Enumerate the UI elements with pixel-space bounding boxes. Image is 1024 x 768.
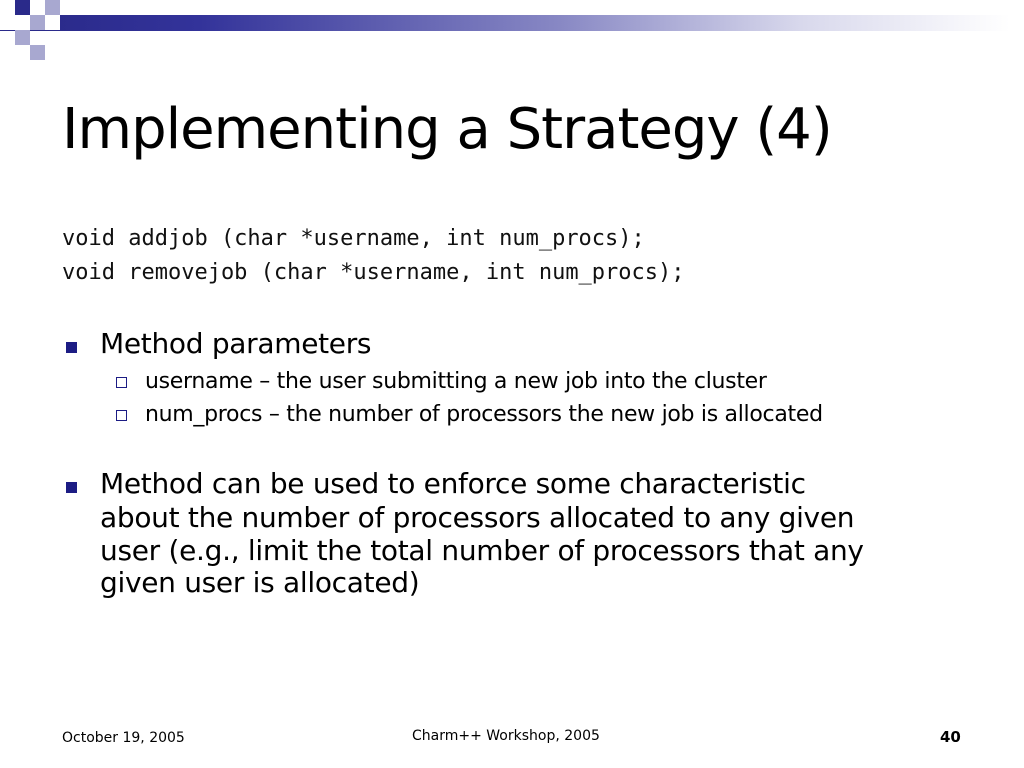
filled-square-bullet-icon	[66, 482, 77, 493]
header-gradient-band	[0, 15, 1024, 31]
header-square-light	[30, 45, 45, 60]
header-square-light	[15, 30, 30, 45]
header-square-white	[15, 15, 30, 30]
code-line: void removejob (char *username, int num_procs);	[62, 260, 685, 285]
header-square-light	[45, 0, 60, 15]
hollow-square-bullet-icon	[116, 377, 127, 388]
header-square-white	[30, 0, 45, 15]
bullet-text-line: given user is allocated)	[100, 566, 420, 599]
hollow-square-bullet-icon	[116, 410, 127, 421]
header-square-dark	[15, 0, 30, 15]
slide-title: Implementing a Strategy (4)	[62, 97, 832, 162]
footer-event: Charm++ Workshop, 2005	[412, 728, 600, 744]
footer-date: October 19, 2005	[62, 730, 185, 746]
sub-bullet-text: username – the user submitting a new job into the cluster	[145, 369, 767, 394]
sub-bullet-text: num_procs – the number of processors the new job is allocated	[145, 402, 823, 427]
bullet-text-line: Method can be used to enforce some characteristic	[100, 467, 806, 500]
bullet-text-line: user (e.g., limit the total number of processors that any	[100, 534, 864, 567]
filled-square-bullet-icon	[66, 342, 77, 353]
header-square-white	[0, 15, 15, 30]
footer-page-number: 40	[940, 728, 961, 746]
bullet-text: Method parameters	[100, 327, 372, 360]
header-square-light	[30, 15, 45, 30]
code-line: void addjob (char *username, int num_procs);	[62, 226, 645, 251]
bullet-text-line: about the number of processors allocated to any given	[100, 501, 855, 534]
header-square-white	[45, 15, 60, 30]
